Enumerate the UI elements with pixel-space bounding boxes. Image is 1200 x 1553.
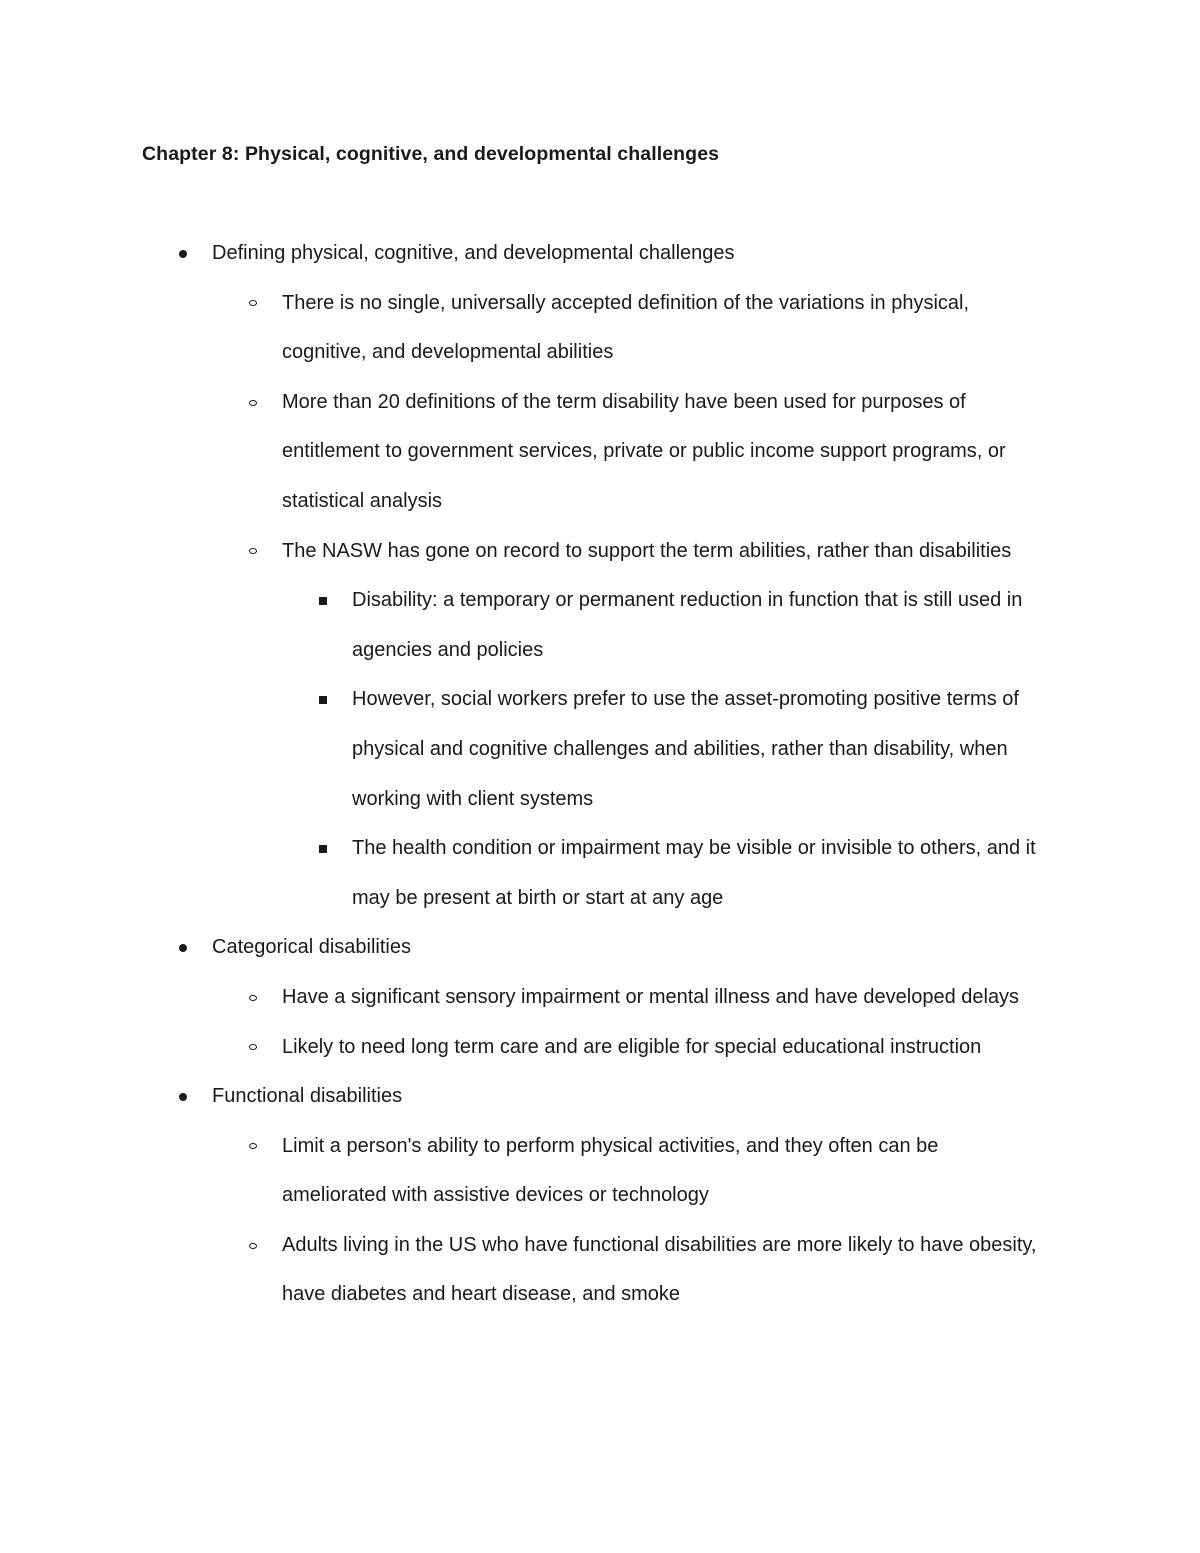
bullet-circle-icon — [245, 279, 282, 329]
list-item — [315, 675, 1200, 824]
list-item-text: The NASW has gone on record to support the term abilities, rather than disabilities — [282, 539, 1012, 562]
bullet-circle-icon — [245, 973, 282, 1023]
list-item-text: Functional disabilities — [212, 1085, 403, 1108]
list-item-text: Defining physical, cognitive, and developmental challenges — [212, 242, 735, 264]
list-item-text: Adults living in the US who have functional disabilities are more likely to have obesity, have diabetes and heart disease, and smoke — [282, 1233, 1037, 1306]
list-item — [245, 1221, 1200, 1320]
bullet-disc-icon — [175, 923, 212, 973]
list-item — [175, 923, 1200, 973]
list-item — [245, 279, 1200, 378]
list-item-text: Limit a person's ability to perform physical activities, and they often can be ameliorated with assistive devices or technology — [282, 1134, 939, 1207]
list-item — [245, 527, 1200, 577]
bullet-square-icon — [315, 576, 352, 626]
list-item-text: There is no single, universally accepted definition of the variations in physical, cognitive, and developmental abilities — [282, 291, 970, 364]
bullet-disc-icon — [175, 1072, 212, 1122]
list-item-text: Likely to need long term care and are eligible for special educational instruction — [282, 1035, 982, 1058]
bullet-circle-icon — [245, 378, 282, 428]
page-title: Chapter 8: Physical, cognitive, and developmental challenges — [142, 143, 720, 165]
list-item-text: Categorical disabilities — [212, 936, 411, 959]
list-item-text: The health condition or impairment may be visible or invisible to others, and it may be present at birth or start at any age — [352, 837, 1036, 909]
list-item — [175, 1072, 1200, 1122]
bullet-circle-icon — [245, 1023, 282, 1073]
list-item — [315, 576, 1200, 675]
bullet-circle-icon — [245, 1122, 282, 1172]
list-item-text: More than 20 definitions of the term disability have been used for purposes of entitlement to government services, private or public income support programs, or statistical analysis — [282, 390, 1006, 512]
list-item — [245, 973, 1200, 1023]
list-item-text: However, social workers prefer to use the asset-promoting positive terms of physical and cognitive challenges and abilities, rather than disability, when working with client systems — [352, 688, 1019, 810]
list-item — [315, 824, 1200, 923]
bullet-circle-icon — [245, 1221, 282, 1271]
list-item — [245, 378, 1200, 527]
list-item — [245, 1023, 1200, 1073]
outline-list — [0, 229, 1200, 1320]
bullet-circle-icon — [245, 527, 282, 577]
bullet-square-icon — [315, 824, 352, 874]
list-item-text: Disability: a temporary or permanent reduction in function that is still used in agencies and policies — [352, 589, 1023, 661]
list-item-text: Have a significant sensory impairment or mental illness and have developed delays — [282, 985, 1020, 1008]
list-item — [245, 1122, 1200, 1221]
bullet-square-icon — [315, 675, 352, 725]
list-item — [175, 229, 1200, 279]
bullet-disc-icon — [175, 229, 212, 279]
